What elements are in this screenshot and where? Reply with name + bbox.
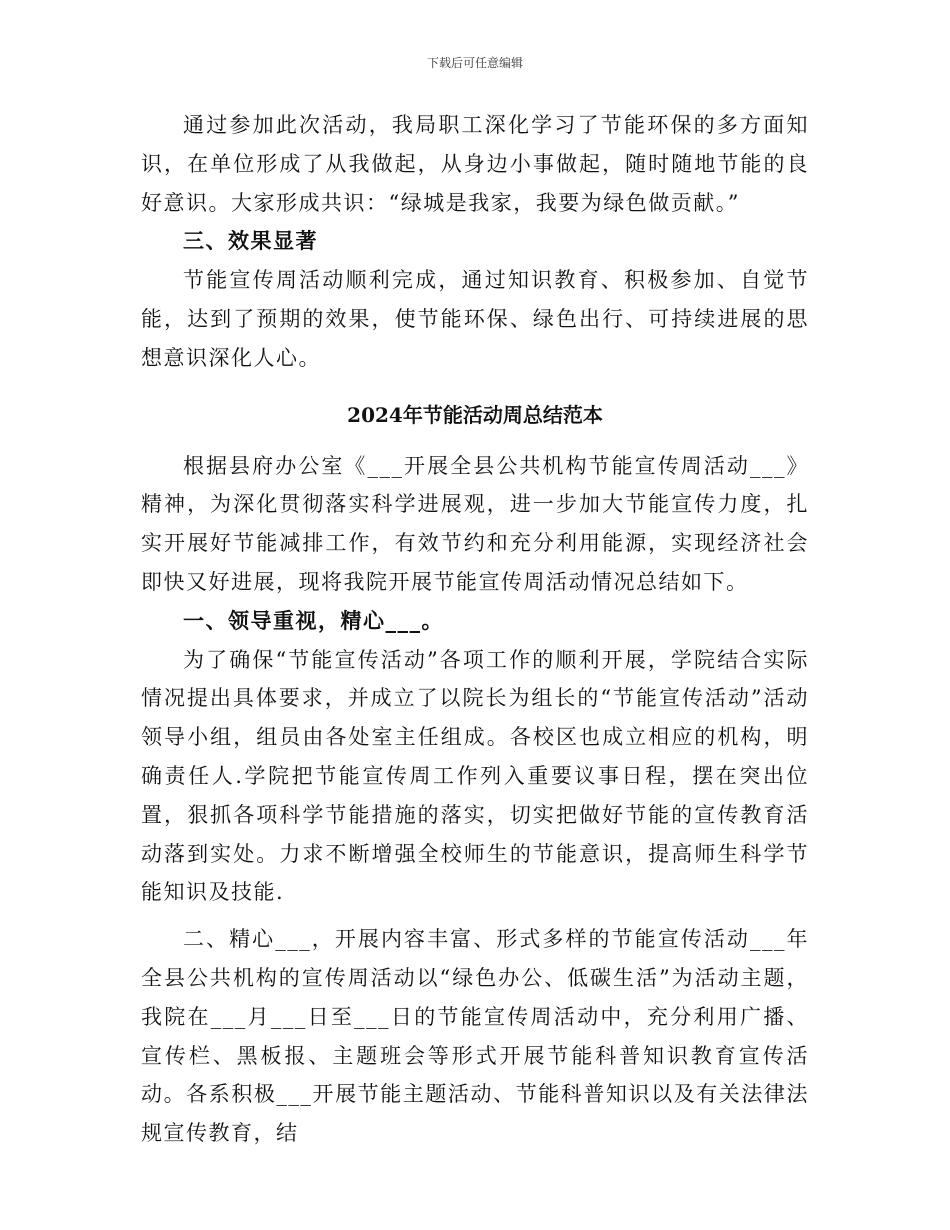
heading-leadership: 一、领导重视，精心___。 bbox=[183, 607, 444, 633]
paragraph-activity-outcome: 通过参加此次活动，我局职工深化学习了节能环保的多方面知识，在单位形成了从我做起，从身边小事做起，随时随地节能的良好意识。大家形成共识：“绿城是我家，我要为绿色做贡献。” bbox=[141, 113, 809, 215]
heading-effect: 三、效果显著 bbox=[183, 228, 318, 254]
paragraph-intro: 根据县府办公室《___开展全县公共机构节能宣传周活动___》精神，为深化贯彻落实科学进展观，进一步加大节能宣传力度，扎实开展好节能减排工作，有效节约和充分利用能源，实现经济社会即快又好进展，现将我院开展节能宣传周活动情况总结如下。 bbox=[141, 453, 809, 594]
paragraph-leadership: 为了确保“节能宣传活动”各项工作的顺利开展，学院结合实际情况提出具体要求，并成立了以院长为组长的“节能宣传活动”活动领导小组，组员由各处室主任组成。各校区也成立相应的机构，明确责任人.学院把节能宣传周工作列入重要议事日程，摆在突出位置，狠抓各项科学节能措施的落实，切实把做好节能的宣传教育活动落到实处。力求不断增强全校师生的节能意识，提高师生科学节能知识及技能. bbox=[141, 647, 809, 905]
paragraph-activities: 二、精心___，开展内容丰富、形式多样的节能宣传活动___年全县公共机构的宣传周活动以“绿色办公、低碳生活”为活动主题，我院在___月___日至___日的节能宣传周活动中，充分利用广播、宣传栏、黑板报、主题班会等形式开展节能科普知识教育宣传活动。各系积极___开展节能主题活动、节能科普知识以及有关法律法规宣传教育，结 bbox=[141, 927, 809, 1146]
paragraph-gap bbox=[141, 912, 809, 920]
page-header: 下载后可任意编辑 bbox=[426, 56, 523, 70]
document-body bbox=[141, 106, 809, 1153]
document-title: 2024年节能活动周总结范本 bbox=[347, 402, 603, 427]
paragraph-effect: 节能宣传周活动顺利完成，通过知识教育、积极参加、自觉节能，达到了预期的效果，使节能环保、绿色出行、可持续进展的思想意识深化人心。 bbox=[141, 268, 809, 370]
